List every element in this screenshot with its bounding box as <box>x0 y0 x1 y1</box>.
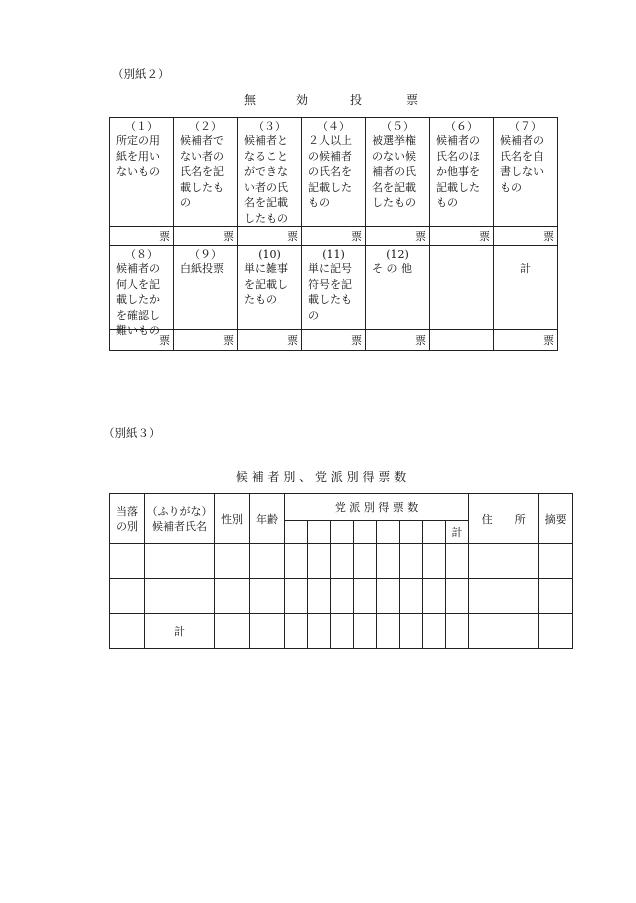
unit-cell: 票 <box>366 227 430 246</box>
unit-cell: 票 <box>366 330 430 351</box>
header-address: 住 所 <box>469 494 539 544</box>
party-cell <box>331 521 354 544</box>
header-sex: 性別 <box>215 494 250 544</box>
unit-cell: 票 <box>494 227 558 246</box>
table-row <box>110 614 573 649</box>
party-cell <box>285 521 308 544</box>
total-cell: 計 <box>494 246 558 330</box>
sheet2-title <box>0 91 630 107</box>
sheet2-title-char: 無 <box>244 93 257 107</box>
unit-cell: 票 <box>302 227 366 246</box>
table-row <box>110 579 573 614</box>
sheet3-title: 候 補 者 別 、 党 派 別 得 票 数 <box>235 470 407 484</box>
party-cell <box>377 521 400 544</box>
header-candidate-name: （ふりがな） 候補者氏名 <box>145 494 215 544</box>
table-cell: (10) 単に雑事 を記載し たもの <box>238 246 302 330</box>
unit-cell: 票 <box>110 330 174 351</box>
party-cell <box>354 521 377 544</box>
table-row <box>110 494 573 521</box>
table-row <box>110 544 573 579</box>
unit-cell <box>430 330 494 351</box>
party-total-header: 計 <box>446 521 469 544</box>
unit-cell: 票 <box>494 330 558 351</box>
table-cell: （５） 被選挙権 のない候 補者の氏 名を記載 したもの <box>366 118 430 227</box>
table-row <box>110 227 558 246</box>
invalid-votes-table <box>109 117 558 351</box>
header-note: 摘要 <box>539 494 573 544</box>
table-cell: （１） 所定の用 紙を用い ないもの <box>110 118 174 227</box>
table-cell: (12) そ の 他 <box>366 246 430 330</box>
table-row <box>110 330 558 351</box>
party-cell <box>308 521 331 544</box>
header-age: 年齢 <box>250 494 285 544</box>
table-row <box>110 118 558 227</box>
sheet2-label: （別紙２） <box>112 67 170 81</box>
sheet2-title-char: 効 <box>296 93 309 107</box>
party-cell <box>400 521 423 544</box>
total-label: 計 <box>145 614 215 649</box>
table-cell: (11) 単に記号 符号を記 載したも の <box>302 246 366 330</box>
unit-cell: 票 <box>238 227 302 246</box>
unit-cell: 票 <box>430 227 494 246</box>
unit-cell: 票 <box>302 330 366 351</box>
sheet3-label: （別紙３） <box>103 426 161 440</box>
table-cell <box>430 246 494 330</box>
unit-cell: 票 <box>238 330 302 351</box>
sheet2-title-char: 投 <box>350 93 363 107</box>
table-cell: （３） 候補者と なること ができな い者の氏 名を記載 したもの <box>238 118 302 227</box>
table-cell: （２） 候補者で ない者の 氏名を記 載したも の <box>174 118 238 227</box>
unit-cell: 票 <box>174 227 238 246</box>
party-cell <box>423 521 446 544</box>
header-party-votes: 党 派 別 得 票 数 <box>285 494 469 521</box>
table-cell: （８） 候補者の 何人を記 載したか を確認し 難いもの <box>110 246 174 330</box>
table-cell: （４） ２人以上 の候補者 の氏名を 記載した もの <box>302 118 366 227</box>
sheet2-title-char: 票 <box>406 93 419 107</box>
table-cell: （６） 候補者の 氏名のほ か他事を 記載した もの <box>430 118 494 227</box>
unit-cell: 票 <box>110 227 174 246</box>
table-cell: （９） 白紙投票 <box>174 246 238 330</box>
unit-cell: 票 <box>174 330 238 351</box>
candidate-votes-table <box>109 493 573 649</box>
table-cell: （７） 候補者の 氏名を自 書しない もの <box>494 118 558 227</box>
header-tosen: 当落 の別 <box>110 494 145 544</box>
table-row <box>110 246 558 330</box>
